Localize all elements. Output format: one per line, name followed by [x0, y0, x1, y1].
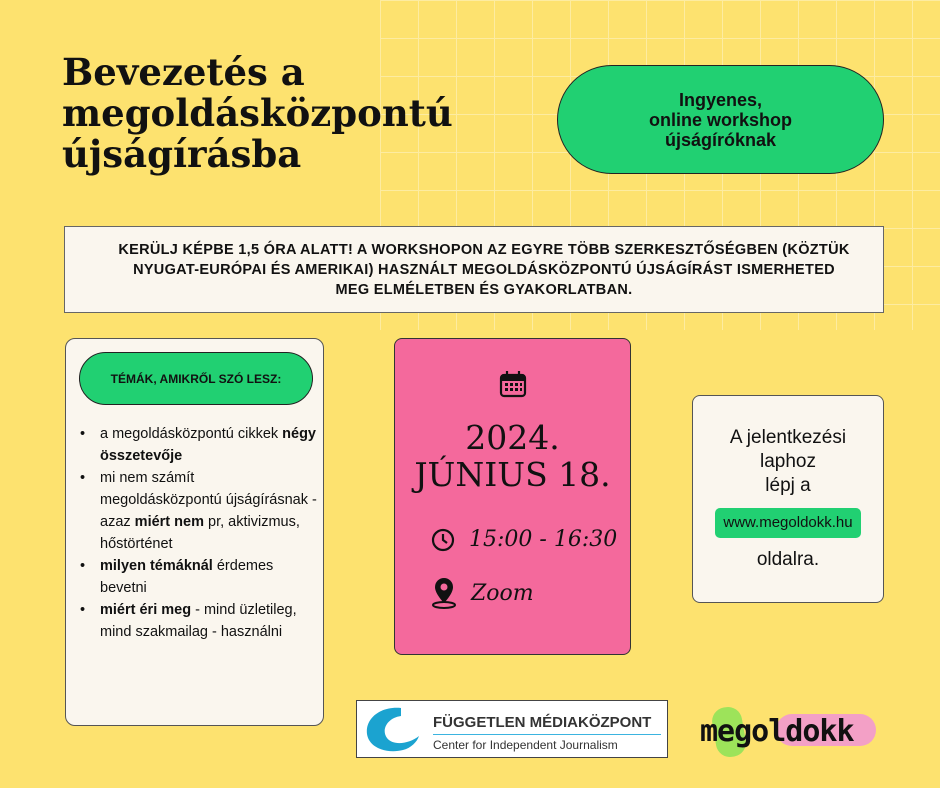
list-item: [78, 555, 318, 599]
page-title: [62, 52, 453, 175]
bold-text: miért nem: [134, 514, 204, 530]
reg-line: oldalra.: [756, 549, 820, 570]
event-place: [431, 577, 534, 609]
topics-heading: TÉMÁK, AMIKRŐL SZÓ LESZ:: [79, 352, 313, 405]
text: mi nem számít megoldásközpontú újságírásnak - azaz: [100, 470, 317, 530]
topics-list: [78, 423, 318, 643]
clock-icon: [431, 528, 455, 552]
topics-card: [65, 338, 324, 726]
bold-text: milyen témáknál: [100, 558, 213, 574]
intro-line: KERÜLJ KÉPBE 1,5 ÓRA ALATT! A WORKSHOPON AZ EGYRE TÖBB SZERKESZTŐSÉGBEN (KÖZTÜK: [118, 241, 850, 258]
megoldokk-logo: [700, 702, 880, 762]
text: érdemes bevetni: [100, 558, 274, 596]
time-text: 15:00 - 16:30: [469, 527, 618, 552]
intro-line: NYUGAT-EURÓPAI ÉS AMERIKAI) HASZNÁLT MEGOLDÁSKÖZPONTÚ ÚJSÁGÍRÁST ISMERHETED: [133, 261, 835, 278]
reg-line: A jelentkezési: [729, 427, 847, 448]
megoldokk-wordmark: megoldokk: [700, 714, 854, 749]
event-date: [395, 419, 630, 493]
website-link[interactable]: www.megoldokk.hu: [715, 508, 860, 538]
list-item: [78, 467, 318, 555]
fmk-title: FÜGGETLEN MÉDIAKÖZPONT: [433, 714, 652, 731]
event-day: JÚNIUS 18.: [414, 455, 611, 494]
bold-text: miért éri meg: [100, 602, 192, 618]
reg-line: laphoz: [760, 451, 816, 472]
place-text: Zoom: [471, 580, 534, 606]
badge-line: online workshop: [648, 109, 792, 130]
event-time: [431, 527, 617, 552]
fmk-subtitle: Center for Independent Journalism: [433, 738, 618, 752]
event-year: 2024.: [465, 418, 560, 457]
fmk-swirl-icon: [361, 704, 421, 756]
text: a megoldásközpontú cikkek: [100, 426, 283, 442]
badge-line: újságíróknak: [664, 129, 777, 150]
bold-text: négy összetevője: [100, 426, 316, 464]
location-pin-icon: [431, 577, 457, 609]
fmk-logo: [356, 700, 668, 758]
calendar-icon: [499, 370, 527, 398]
list-item: [78, 599, 318, 643]
text: - mind üzletileg, mind szakmailag - használni: [100, 602, 297, 640]
badge-line: Ingyenes,: [678, 89, 763, 110]
event-card: [394, 338, 631, 655]
title-line: Bevezetés a: [62, 50, 305, 94]
title-line: megoldásközpontú: [62, 91, 453, 135]
free-workshop-badge: [557, 65, 884, 174]
intro-box: [64, 226, 884, 313]
intro-line: MEG ELMÉLETBEN ÉS GYAKORLATBAN.: [335, 281, 633, 298]
reg-line: lépj a: [765, 475, 811, 496]
title-line: újságírásba: [62, 132, 302, 176]
text: pr, aktivizmus, hőstörténet: [100, 514, 300, 552]
registration-card: [692, 395, 884, 603]
list-item: [78, 423, 318, 467]
